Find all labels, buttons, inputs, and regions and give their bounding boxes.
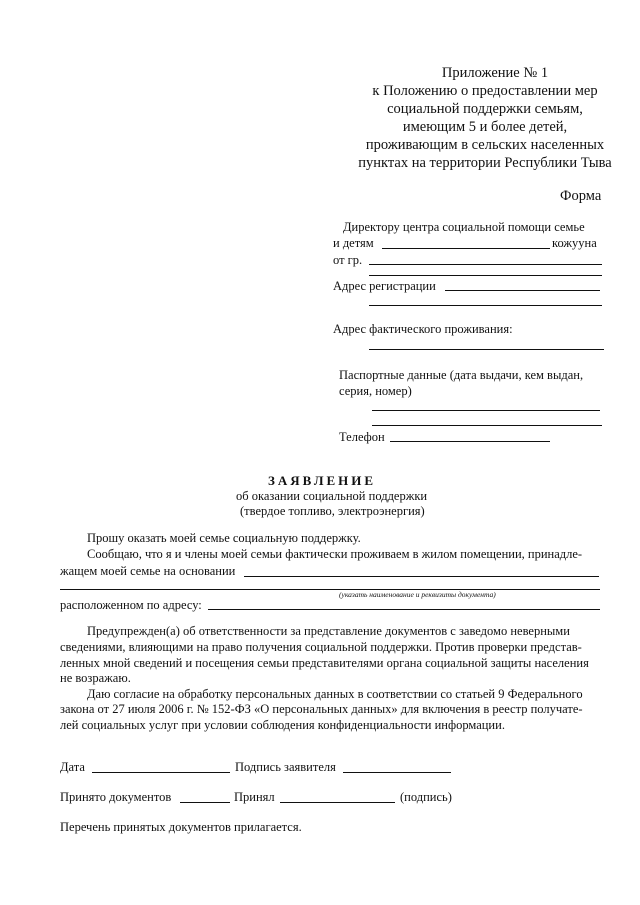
statement-title: ЗАЯВЛЕНИЕ — [268, 473, 377, 488]
ownership-basis-field[interactable] — [244, 576, 599, 577]
paragraph-consent-3: лей социальных услуг при условии соблюдения конфиденциальности информации. — [60, 718, 505, 732]
applicant-name-field-2[interactable] — [369, 275, 602, 276]
document-hint: (указать наименование и реквизиты документа) — [339, 590, 496, 599]
property-address-field[interactable] — [208, 609, 600, 610]
appendix-line: имеющим 5 и более детей, — [402, 119, 568, 135]
appendix-line: социальной поддержки семьям, — [387, 101, 583, 117]
reg-address-label: Адрес регистрации — [333, 279, 436, 293]
from-label: от гр. — [333, 253, 363, 267]
address-label: расположенном по адресу: — [60, 598, 202, 612]
passport-label-line2: серия, номер) — [339, 384, 412, 398]
paragraph-ownership-1: Сообщаю, что я и члены моей семьи фактически проживаем в жилом помещении, принадле- — [87, 547, 583, 561]
recipient-line2-suffix: кожууна — [552, 236, 597, 250]
paragraph-request: Прошу оказать моей семье социальную поддержку. — [87, 531, 361, 545]
recipient-line1: Директору центра социальной помощи семье — [343, 220, 585, 234]
actual-address-field[interactable] — [369, 349, 604, 350]
reg-address-field-2[interactable] — [369, 305, 602, 306]
paragraph-warning-2: сведениями, влияющими на право получения социальной поддержки. Против проверки представ- — [60, 640, 582, 654]
applicant-sign-field[interactable] — [343, 772, 451, 773]
paragraph-warning-3: ленных мной сведений и посещения семьи представителями органа социальной защиты населения — [60, 656, 589, 670]
appendix-line: к Положению о предоставлении мер — [372, 83, 598, 99]
appendix-line: пунктах на территории Республики Тыва — [358, 155, 612, 171]
paragraph-consent-2: закона от 27 июля 2006 г. № 152-ФЗ «О персональных данных» для включения в реестр получате- — [60, 702, 583, 716]
ownership-basis-field-2[interactable] — [60, 589, 600, 590]
received-by-label: Принял — [234, 790, 275, 804]
passport-field-2[interactable] — [372, 425, 602, 426]
applicant-name-field[interactable] — [369, 264, 602, 265]
paragraph-ownership-2: жащем моей семье на основании — [60, 564, 236, 578]
statement-subtitle-2: (твердое топливо, электроэнергия) — [240, 504, 425, 518]
sign-hint: (подпись) — [400, 790, 452, 804]
recipient-line2-prefix: и детям — [333, 236, 374, 250]
received-by-field[interactable] — [280, 802, 395, 803]
applicant-sign-label: Подпись заявителя — [235, 760, 336, 774]
date-field[interactable] — [92, 772, 230, 773]
phone-label: Телефон — [339, 430, 385, 444]
accepted-docs-label: Принято документов — [60, 790, 172, 804]
region-field[interactable] — [382, 248, 550, 249]
statement-subtitle-1: об оказании социальной поддержки — [236, 489, 428, 503]
appendix-title: Приложение № 1 — [441, 65, 549, 81]
reg-address-field[interactable] — [445, 290, 600, 291]
attached-note: Перечень принятых документов прилагается. — [60, 820, 302, 834]
phone-field[interactable] — [390, 441, 550, 442]
paragraph-warning-1: Предупрежден(а) об ответственности за представление документов с заведомо неверными — [87, 624, 570, 638]
actual-address-label: Адрес фактического проживания: — [333, 322, 513, 336]
passport-field[interactable] — [372, 410, 600, 411]
passport-label-line1: Паспортные данные (дата выдачи, кем выдан, — [339, 368, 584, 382]
appendix-line: проживающим в сельских населенных — [365, 137, 605, 153]
accepted-docs-field[interactable] — [180, 802, 230, 803]
paragraph-consent-1: Даю согласие на обработку персональных данных в соответствии со статьей 9 Федерального — [87, 687, 583, 701]
paragraph-warning-4: не возражаю. — [60, 671, 131, 685]
form-label: Форма — [560, 188, 602, 204]
date-label: Дата — [60, 760, 85, 774]
